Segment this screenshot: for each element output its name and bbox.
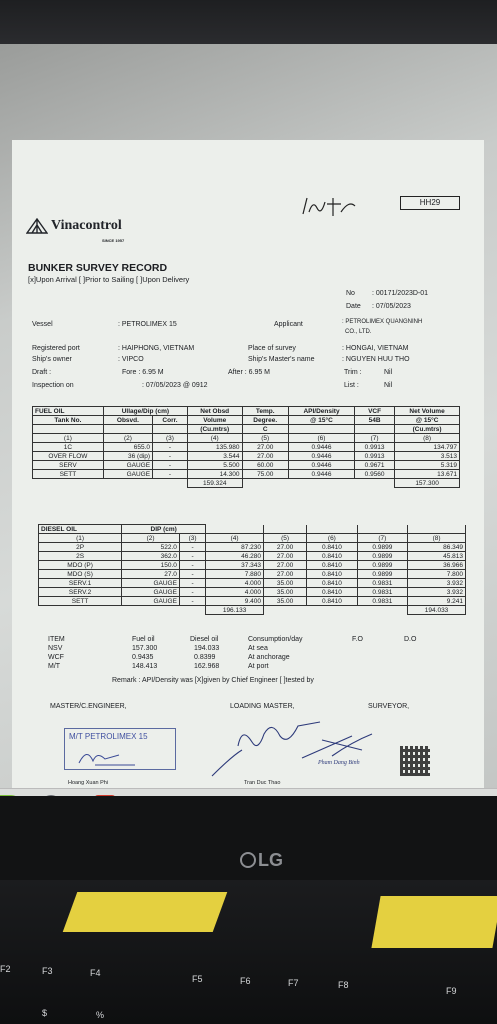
table-cell: MDO (P) (39, 561, 122, 570)
fo-total-volume: 159.324 (187, 479, 242, 488)
table-row (33, 443, 460, 452)
index-cell: (7) (357, 534, 407, 543)
no-label: No (346, 290, 355, 297)
f3-key[interactable]: F3 (42, 966, 53, 976)
table-cell: 87.230 (206, 543, 264, 552)
table-cell: 0.9831 (357, 588, 407, 597)
nv-at15-header: @ 15°C (395, 416, 460, 425)
table-cell: 0.9831 (357, 579, 407, 588)
table-cell: MDO (S) (39, 570, 122, 579)
nsv-label: NSV (48, 645, 63, 652)
vcf-sub-header: 54B (355, 416, 395, 425)
surveyor-name-handwritten: Pham Dang Binh (318, 760, 360, 766)
document-code-box: HH29 (400, 196, 460, 210)
table-cell: 46.280 (206, 552, 264, 561)
table-cell: 27.00 (263, 543, 306, 552)
table-cell: 134.797 (395, 443, 460, 452)
document-page (12, 140, 484, 796)
do-nsv-value: 194.033 (194, 645, 220, 652)
sticky-note-left (63, 892, 228, 932)
table-cell: 27.00 (263, 570, 306, 579)
table-cell: 0.8410 (307, 597, 357, 606)
table-cell: - (153, 461, 188, 470)
engineer-name: Hoang Xuan Phi (68, 780, 109, 786)
taskbar (0, 788, 497, 796)
table-cell: 86.349 (408, 543, 466, 552)
corr-header: Corr. (153, 416, 188, 425)
registered-port-label: Registered port (32, 345, 80, 352)
table-row (39, 552, 466, 561)
do-mt-value: 162.968 (194, 663, 220, 670)
table-cell: GAUGE (122, 579, 180, 588)
monitor-screen (0, 44, 497, 796)
table-cell: 0.9831 (357, 597, 407, 606)
table-cell: 0.9899 (357, 570, 407, 579)
document-subtitle: [x]Upon Arrival [ ]Prior to Sailing [ ]Upon Delivery (28, 275, 190, 284)
table-cell: 45.813 (408, 552, 466, 561)
fuel-oil-header: FUEL OIL (33, 407, 104, 416)
company-since: SINCE 1957 (102, 238, 125, 243)
fo-wcf-value: 0.9435 (132, 654, 154, 661)
engineer-signature (75, 745, 155, 769)
fo-mt-value: 148.413 (132, 663, 158, 670)
table-cell: 36 (dip) (103, 452, 152, 461)
table-cell: 0.9446 (288, 461, 354, 470)
item-label: ITEM (48, 636, 65, 643)
fo-total-net: 157.300 (395, 479, 460, 488)
ships-owner-label: Ship's owner (32, 356, 72, 363)
vcf-header: VCF (355, 407, 395, 416)
table-cell: 1C (33, 443, 104, 452)
table-cell: SERV (33, 461, 104, 470)
table-cell: 27.00 (242, 452, 288, 461)
table-row (39, 570, 466, 579)
fuel-oil-summary-label: Fuel oil (132, 636, 155, 643)
f2-key[interactable]: F2 (0, 964, 11, 974)
remark-text: Remark : API/Density was [X]given by Chief Engineer [ ]tested by (112, 677, 314, 684)
pdf-reader-icon[interactable] (94, 795, 116, 796)
index-cell: (1) (39, 534, 122, 543)
table-cell: - (179, 561, 205, 570)
table-cell: 7.800 (408, 570, 466, 579)
c-header: C (242, 425, 288, 434)
f4-key[interactable]: F4 (90, 968, 101, 978)
inspection-value: : 07/05/2023 @ 0912 (142, 382, 208, 389)
temp-header: Temp. (242, 407, 288, 416)
vessel-stamp (64, 728, 176, 770)
table-cell: 27.00 (263, 552, 306, 561)
index-cell: (1) (33, 434, 104, 443)
do-total-net: 194.033 (408, 606, 466, 615)
table-cell: 0.9899 (357, 561, 407, 570)
percent-key[interactable]: % (96, 1010, 105, 1020)
diesel-oil-table (38, 524, 466, 615)
table-cell: 3.932 (408, 588, 466, 597)
table-row (39, 561, 466, 570)
table-cell: 9.241 (408, 597, 466, 606)
table-cell: 4.000 (206, 579, 264, 588)
table-cell: 0.8410 (307, 588, 357, 597)
index-cell: (5) (263, 534, 306, 543)
table-cell: GAUGE (122, 597, 180, 606)
place-of-survey-label: Place of survey (248, 345, 296, 352)
table-cell: 2P (39, 543, 122, 552)
index-cell: (8) (395, 434, 460, 443)
table-cell: 655.0 (103, 443, 152, 452)
table-cell: 135.980 (187, 443, 242, 452)
lg-circle-icon (240, 852, 256, 868)
master-engineer-label: MASTER/C.ENGINEER, (50, 703, 127, 710)
table-cell: 27.0 (122, 570, 180, 579)
draft-label: Draft : (32, 369, 52, 376)
table-cell: 2S (39, 552, 122, 561)
table-cell: - (179, 597, 205, 606)
list-value: Nil (384, 382, 393, 389)
table-cell: - (153, 452, 188, 461)
table-cell: 14.300 (187, 470, 242, 479)
table-cell: 75.00 (242, 470, 288, 479)
table-cell: SERV.2 (39, 588, 122, 597)
at-sea-label: At sea (248, 645, 268, 652)
loading-master-name: Tran Duc Thao (244, 780, 281, 786)
table-cell: 522.0 (122, 543, 180, 552)
ullage-header: Ullage/Dip (cm) (103, 407, 187, 416)
consumption-label: Consumption/day (248, 636, 303, 643)
f5-key[interactable]: F5 (192, 974, 203, 984)
index-cell: (4) (187, 434, 242, 443)
table-cell: 0.8410 (307, 579, 357, 588)
table-cell: 35.00 (263, 597, 306, 606)
index-cell: (4) (206, 534, 264, 543)
table-cell: 60.00 (242, 461, 288, 470)
table-cell: 0.9899 (357, 552, 407, 561)
table-cell: 0.9913 (355, 443, 395, 452)
stamp-text: M/T PETROLIMEX 15 (69, 732, 148, 741)
draft-after: After : 6.95 M (228, 369, 271, 376)
table-cell: 36.966 (408, 561, 466, 570)
table-cell: - (179, 579, 205, 588)
trim-value: Nil (384, 369, 393, 376)
registered-port-value: : HAIPHONG, VIETNAM (118, 345, 195, 352)
table-cell: 27.00 (242, 443, 288, 452)
wcf-label: WCF (48, 654, 64, 661)
table-cell: 0.8410 (307, 552, 357, 561)
table-cell: 13.671 (395, 470, 460, 479)
tank-no-header: Tank No. (33, 416, 104, 425)
qr-code (400, 746, 430, 776)
vessel-value: : PETROLIMEX 15 (118, 321, 177, 328)
monitor-top-bezel (0, 0, 497, 44)
table-row (33, 452, 460, 461)
index-cell: (8) (408, 534, 466, 543)
diesel-oil-rows (39, 543, 466, 606)
diesel-oil-summary-label: Diesel oil (190, 636, 219, 643)
table-cell: 0.9446 (288, 443, 354, 452)
acrobat-icon (94, 795, 116, 796)
index-cell: (6) (288, 434, 354, 443)
table-cell: - (179, 543, 205, 552)
date-value: : 07/05/2023 (372, 303, 411, 310)
cumtrs-header: (Cu.mtrs) (187, 425, 242, 434)
fo-consumption-label: F.O (352, 636, 363, 643)
table-cell: - (153, 470, 188, 479)
applicant-value: : PETROLIMEX QUANGNINH (342, 319, 423, 325)
ships-master-value: : NGUYEN HUU THO (342, 356, 410, 363)
obsvd-header: Obsvd. (103, 416, 152, 425)
vinacontrol-logo-icon (26, 218, 48, 234)
table-cell: 5.500 (187, 461, 242, 470)
table-cell: 0.8410 (307, 543, 357, 552)
table-cell: SERV.1 (39, 579, 122, 588)
f6-key[interactable]: F6 (240, 976, 251, 986)
table-cell: SETT (39, 597, 122, 606)
table-cell: 35.00 (263, 588, 306, 597)
table-cell: 0.8410 (307, 570, 357, 579)
diesel-oil-header: DIESEL OIL (39, 525, 122, 534)
table-cell: 3.932 (408, 579, 466, 588)
ships-master-label: Ship's Master's name (248, 356, 315, 363)
table-cell: 37.343 (206, 561, 264, 570)
index-cell: (5) (242, 434, 288, 443)
volume-header: Volume (187, 416, 242, 425)
trim-label: Trim : (344, 369, 362, 376)
table-cell: 7.880 (206, 570, 264, 579)
laptop-brand-logo: LG (240, 850, 283, 871)
table-cell: OVER FLOW (33, 452, 104, 461)
inspection-label: Inspection on (32, 382, 74, 389)
f7-key[interactable]: F7 (288, 978, 299, 988)
document-title: BUNKER SURVEY RECORD (28, 262, 168, 274)
table-cell: - (153, 443, 188, 452)
table-cell: 9.400 (206, 597, 264, 606)
table-row (39, 579, 466, 588)
degree-header: Degree. (242, 416, 288, 425)
table-cell: 3.513 (395, 452, 460, 461)
surveyor-label: SURVEYOR, (368, 703, 410, 710)
f8-key[interactable]: F8 (338, 980, 349, 990)
index-cell: (7) (355, 434, 395, 443)
list-label: List : (344, 382, 359, 389)
do-total-volume: 196.133 (206, 606, 264, 615)
handwritten-initial-mark (297, 194, 357, 220)
date-label: Date (346, 303, 361, 310)
at-anchorage-label: At anchorage (248, 654, 290, 661)
laptop-keyboard (0, 880, 497, 1024)
loading-master-label: LOADING MASTER, (230, 703, 295, 710)
draft-fore: Fore : 6.95 M (122, 369, 164, 376)
table-cell: 0.8410 (307, 561, 357, 570)
company-logo (26, 218, 122, 234)
nv-cumtrs-header: (Cu.mtrs) (395, 425, 460, 434)
table-cell: 0.9446 (288, 452, 354, 461)
fuel-oil-rows (33, 443, 460, 479)
table-cell: 0.9671 (355, 461, 395, 470)
net-volume-header: Net Volume (395, 407, 460, 416)
table-cell: 3.544 (187, 452, 242, 461)
applicant-value-2: CO., LTD. (345, 329, 372, 335)
index-cell: (6) (307, 534, 357, 543)
table-cell: 4.000 (206, 588, 264, 597)
table-cell: 0.9446 (288, 470, 354, 479)
net-obsd-header: Net Obsd (187, 407, 242, 416)
index-cell: (3) (179, 534, 205, 543)
applicant-label: Applicant (274, 321, 303, 328)
table-row (39, 588, 466, 597)
no-value: : 00171/2023D-01 (372, 290, 429, 297)
table-cell: 5.319 (395, 461, 460, 470)
company-name: Vinacontrol (51, 218, 122, 233)
api-header: API/Density (288, 407, 354, 416)
vessel-label: Vessel (32, 321, 53, 328)
ships-owner-value: : VIPCO (118, 356, 144, 363)
index-cell: (2) (103, 434, 152, 443)
table-row (39, 543, 466, 552)
do-wcf-value: 0.8399 (194, 654, 216, 661)
table-cell: GAUGE (103, 461, 152, 470)
table-row (39, 597, 466, 606)
table-cell: 362.0 (122, 552, 180, 561)
table-cell: GAUGE (103, 470, 152, 479)
dip-header: DIP (cm) (122, 525, 206, 534)
do-consumption-label: D.O (404, 636, 417, 643)
table-cell: 27.00 (263, 561, 306, 570)
place-of-survey-value: : HONGAI, VIETNAM (342, 345, 409, 352)
table-cell: 0.9913 (355, 452, 395, 461)
table-cell: 0.9899 (357, 543, 407, 552)
dollar-key[interactable]: $ (42, 1008, 48, 1018)
app-taskbar-icon[interactable] (0, 795, 22, 796)
table-cell: SETT (33, 470, 104, 479)
index-cell: (2) (122, 534, 180, 543)
table-cell: - (179, 552, 205, 561)
mt-label: M/T (48, 663, 61, 670)
fo-nsv-value: 157.300 (132, 645, 158, 652)
table-cell: - (179, 588, 205, 597)
sticky-note-right (371, 896, 497, 948)
fuel-oil-table (32, 406, 460, 488)
table-cell: - (179, 570, 205, 579)
table-row (33, 461, 460, 470)
table-cell: 0.9560 (355, 470, 395, 479)
table-row (33, 470, 460, 479)
at15-header: @ 15°C (288, 416, 354, 425)
table-cell: GAUGE (122, 588, 180, 597)
at-port-label: At port (248, 663, 269, 670)
f9-key[interactable]: F9 (446, 986, 457, 996)
table-cell: 150.0 (122, 561, 180, 570)
index-cell: (3) (153, 434, 188, 443)
avatar-taskbar-icon[interactable] (40, 795, 62, 796)
table-cell: 35.00 (263, 579, 306, 588)
loading-master-signature (202, 706, 402, 796)
